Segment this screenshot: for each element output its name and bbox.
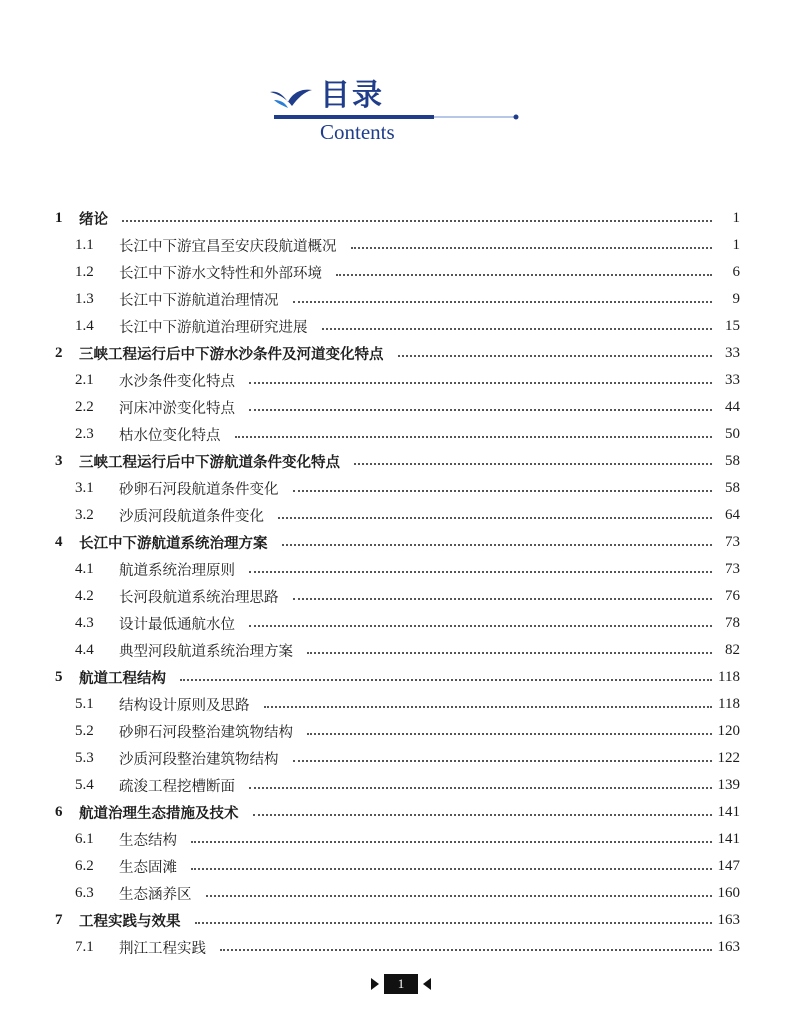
toc-title: 生态涵养区 bbox=[119, 887, 192, 903]
toc-page-number: 163 bbox=[717, 912, 740, 928]
dot-leader bbox=[293, 301, 713, 303]
toc-page-number: 139 bbox=[717, 777, 740, 793]
toc-section-row[interactable] bbox=[55, 745, 740, 772]
toc-page-number: 118 bbox=[718, 669, 740, 685]
toc-title: 生态结构 bbox=[119, 833, 177, 849]
toc-number: 5.3 bbox=[75, 750, 94, 766]
dot-leader bbox=[122, 220, 712, 222]
dot-leader bbox=[195, 922, 712, 924]
toc-number: 1.4 bbox=[75, 318, 94, 334]
toc-chapter-row[interactable] bbox=[55, 205, 740, 232]
toc-section-row[interactable] bbox=[55, 637, 740, 664]
toc-section-row[interactable] bbox=[55, 421, 740, 448]
dot-leader bbox=[293, 490, 713, 492]
toc-number: 1.2 bbox=[75, 264, 94, 280]
toc-number: 3 bbox=[55, 453, 63, 469]
toc-number: 6.2 bbox=[75, 858, 94, 874]
dot-leader bbox=[249, 409, 712, 411]
dot-leader bbox=[253, 814, 712, 816]
toc-title: 航道工程结构 bbox=[79, 671, 166, 687]
toc-title: 典型河段航道系统治理方案 bbox=[119, 644, 293, 660]
toc-page-number: 33 bbox=[725, 372, 740, 388]
toc-section-row[interactable] bbox=[55, 232, 740, 259]
dot-leader bbox=[398, 355, 713, 357]
toc-number: 4 bbox=[55, 534, 63, 550]
dot-leader bbox=[354, 463, 712, 465]
dot-leader bbox=[282, 544, 713, 546]
toc-number: 2.2 bbox=[75, 399, 94, 415]
toc-title: 结构设计原则及思路 bbox=[119, 698, 250, 714]
dot-leader bbox=[249, 625, 712, 627]
toc-chapter-row[interactable] bbox=[55, 799, 740, 826]
dot-leader bbox=[307, 652, 712, 654]
dot-leader bbox=[293, 598, 713, 600]
toc-number: 1.1 bbox=[75, 237, 94, 253]
dot-leader bbox=[235, 436, 713, 438]
toc-page-number: 163 bbox=[717, 939, 740, 955]
toc-title: 工程实践与效果 bbox=[79, 914, 181, 930]
toc-number: 4.2 bbox=[75, 588, 94, 604]
toc-title: 三峡工程运行后中下游水沙条件及河道变化特点 bbox=[79, 347, 384, 363]
toc-page-number: 73 bbox=[725, 534, 740, 550]
page-number: 1 bbox=[384, 974, 418, 994]
toc-title: 枯水位变化特点 bbox=[119, 428, 221, 444]
toc-section-row[interactable] bbox=[55, 394, 740, 421]
toc-page-number: 147 bbox=[717, 858, 740, 874]
toc-number: 1 bbox=[55, 210, 63, 226]
play-right-icon bbox=[370, 977, 380, 991]
toc-title: 长江中下游水文特性和外部环境 bbox=[119, 266, 322, 282]
toc-section-row[interactable] bbox=[55, 934, 740, 961]
toc-title: 设计最低通航水位 bbox=[119, 617, 235, 633]
toc-title: 长河段航道系统治理思路 bbox=[119, 590, 279, 606]
toc-number: 5.2 bbox=[75, 723, 94, 739]
toc-title: 长江中下游航道治理情况 bbox=[119, 293, 279, 309]
toc-page-number: 82 bbox=[725, 642, 740, 658]
toc-section-row[interactable] bbox=[55, 367, 740, 394]
toc-section-row[interactable] bbox=[55, 313, 740, 340]
toc-page-number: 6 bbox=[732, 264, 740, 280]
toc-page-number: 160 bbox=[717, 885, 740, 901]
toc-page-number: 58 bbox=[725, 480, 740, 496]
toc-number: 5 bbox=[55, 669, 63, 685]
toc-page-number: 78 bbox=[725, 615, 740, 631]
toc-title: 砂卵石河段航道条件变化 bbox=[119, 482, 279, 498]
toc-title: 水沙条件变化特点 bbox=[119, 374, 235, 390]
toc-title: 荆江工程实践 bbox=[119, 941, 206, 957]
toc-number: 2.1 bbox=[75, 372, 94, 388]
toc-page-number: 9 bbox=[732, 291, 740, 307]
toc-chapter-row[interactable] bbox=[55, 340, 740, 367]
page-subtitle: Contents bbox=[320, 120, 395, 144]
toc-title: 长江中下游航道治理研究进展 bbox=[119, 320, 308, 336]
toc-section-row[interactable] bbox=[55, 475, 740, 502]
toc-title: 沙质河段整治建筑物结构 bbox=[119, 752, 279, 768]
toc-page-number: 120 bbox=[717, 723, 740, 739]
toc-title: 沙质河段航道条件变化 bbox=[119, 509, 264, 525]
toc-section-row[interactable] bbox=[55, 880, 740, 907]
dot-leader bbox=[322, 328, 713, 330]
toc-page-number: 141 bbox=[717, 804, 740, 820]
toc-number: 2.3 bbox=[75, 426, 94, 442]
toc-title: 砂卵石河段整治建筑物结构 bbox=[119, 725, 293, 741]
toc-title: 航道系统治理原则 bbox=[119, 563, 235, 579]
toc-section-row[interactable] bbox=[55, 556, 740, 583]
toc-number: 7 bbox=[55, 912, 63, 928]
toc-chapter-row[interactable] bbox=[55, 664, 740, 691]
page-footer bbox=[340, 974, 450, 994]
toc-title: 长江中下游宜昌至安庆段航道概况 bbox=[119, 239, 337, 255]
toc-title: 疏浚工程挖槽断面 bbox=[119, 779, 235, 795]
page-title: 目录 bbox=[320, 78, 384, 113]
dot-leader bbox=[249, 571, 712, 573]
toc-page-number: 76 bbox=[725, 588, 740, 604]
toc-section-row[interactable] bbox=[55, 826, 740, 853]
toc-number: 4.1 bbox=[75, 561, 94, 577]
dot-leader bbox=[307, 733, 712, 735]
toc-title: 绪论 bbox=[79, 212, 108, 228]
toc-page-number: 44 bbox=[725, 399, 740, 415]
toc-page-number: 58 bbox=[725, 453, 740, 469]
dot-leader bbox=[351, 247, 713, 249]
dot-leader bbox=[206, 895, 712, 897]
toc-number: 6.3 bbox=[75, 885, 94, 901]
toc-section-row[interactable] bbox=[55, 502, 740, 529]
toc-title: 三峡工程运行后中下游航道条件变化特点 bbox=[79, 455, 340, 471]
play-left-icon bbox=[422, 977, 432, 991]
toc-number: 1.3 bbox=[75, 291, 94, 307]
toc-number: 6.1 bbox=[75, 831, 94, 847]
toc-title: 河床冲淤变化特点 bbox=[119, 401, 235, 417]
toc-title: 生态固滩 bbox=[119, 860, 177, 876]
toc-section-row[interactable] bbox=[55, 691, 740, 718]
toc-number: 4.3 bbox=[75, 615, 94, 631]
toc-number: 4.4 bbox=[75, 642, 94, 658]
dot-leader bbox=[220, 949, 712, 951]
toc-number: 3.2 bbox=[75, 507, 94, 523]
dot-leader bbox=[249, 382, 712, 384]
toc-page-number: 141 bbox=[717, 831, 740, 847]
toc-page-number: 33 bbox=[725, 345, 740, 361]
dot-leader bbox=[336, 274, 712, 276]
dot-leader bbox=[249, 787, 712, 789]
toc-page-number: 122 bbox=[717, 750, 740, 766]
dot-leader bbox=[180, 679, 712, 681]
toc-page-number: 50 bbox=[725, 426, 740, 442]
dot-leader bbox=[293, 760, 712, 762]
dot-leader bbox=[191, 841, 712, 843]
dot-leader bbox=[264, 706, 713, 708]
dot-leader bbox=[191, 868, 712, 870]
toc-page-number: 118 bbox=[718, 696, 740, 712]
toc-section-row[interactable] bbox=[55, 772, 740, 799]
toc-page-number: 1 bbox=[732, 210, 740, 226]
toc-number: 7.1 bbox=[75, 939, 94, 955]
toc-page-number: 15 bbox=[725, 318, 740, 334]
toc-title: 长江中下游航道系统治理方案 bbox=[79, 536, 268, 552]
toc-number: 6 bbox=[55, 804, 63, 820]
toc-section-row[interactable] bbox=[55, 610, 740, 637]
toc-number: 5.4 bbox=[75, 777, 94, 793]
toc-section-row[interactable] bbox=[55, 286, 740, 313]
toc-chapter-row[interactable] bbox=[55, 907, 740, 934]
toc-number: 2 bbox=[55, 345, 63, 361]
toc-chapter-row[interactable] bbox=[55, 529, 740, 556]
toc-page-number: 64 bbox=[725, 507, 740, 523]
toc-section-row[interactable] bbox=[55, 718, 740, 745]
toc-page-number: 73 bbox=[725, 561, 740, 577]
toc-section-row[interactable] bbox=[55, 259, 740, 286]
toc-section-row[interactable] bbox=[55, 583, 740, 610]
dot-leader bbox=[278, 517, 712, 519]
toc-page-number: 1 bbox=[732, 237, 740, 253]
toc-chapter-row[interactable] bbox=[55, 448, 740, 475]
toc-title: 航道治理生态措施及技术 bbox=[79, 806, 239, 822]
toc-number: 3.1 bbox=[75, 480, 94, 496]
toc-number: 5.1 bbox=[75, 696, 94, 712]
toc-section-row[interactable] bbox=[55, 853, 740, 880]
